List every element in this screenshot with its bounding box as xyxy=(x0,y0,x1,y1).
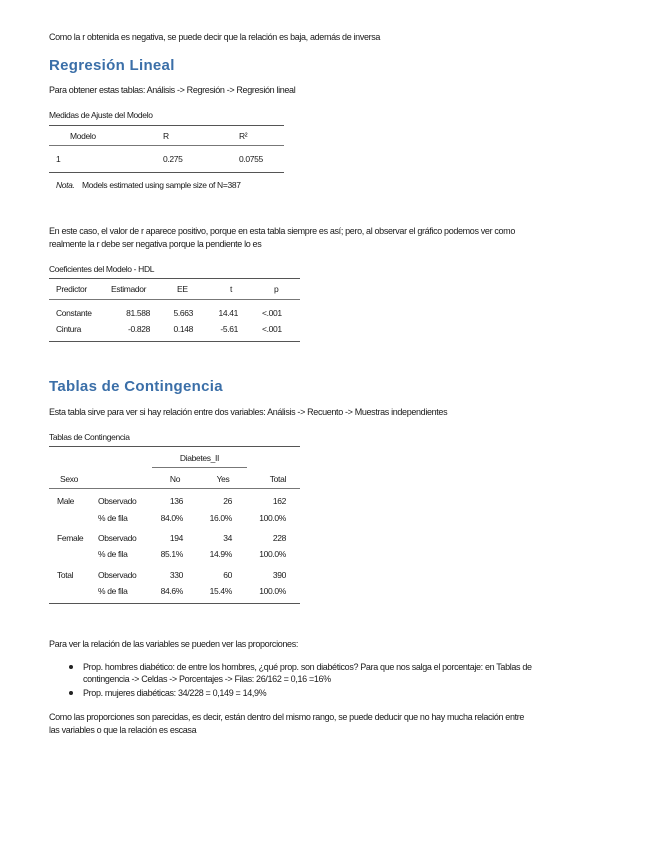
regresion-instructions: Para obtener estas tablas: Análisis -> Regresión -> Regresión lineal xyxy=(49,85,296,95)
fit-header-r: R xyxy=(163,131,169,141)
bullet-line: Prop. mujeres diabéticas: 34/228 = 0,149 = 14,9% xyxy=(83,688,267,698)
contingency-table-bottom-rule xyxy=(49,603,300,604)
contingency-cell-yes: 60 xyxy=(223,570,232,580)
coef-table-title: Coeficientes del Modelo - HDL xyxy=(49,264,155,274)
contingency-cell-no: 330 xyxy=(169,570,183,580)
fit-table-bottom-rule xyxy=(49,172,284,173)
contingency-cell-no: 84.0% xyxy=(160,513,183,523)
fit-cell-modelo: 1 xyxy=(56,154,61,164)
contingency-cell-label: Observado xyxy=(98,570,137,580)
coef-cell-t: -5.61 xyxy=(220,324,238,334)
coef-cell-p: <.001 xyxy=(262,324,282,334)
contingency-cell-yes: 26 xyxy=(223,496,232,506)
coef-cell-ee: 5.663 xyxy=(173,308,193,318)
regresion-explanation-line-2: realmente la r debe ser negativa porque la pendiente lo es xyxy=(49,239,262,249)
contingencia-instructions: Esta tabla sirve para ver si hay relación entre dos variables: Análisis -> Recuento -> Muestras independientes xyxy=(49,407,448,417)
contingency-cell-yes: 14.9% xyxy=(209,549,232,559)
fit-table-header-rule xyxy=(49,145,284,146)
contingency-cell-total: 390 xyxy=(272,570,286,580)
contingency-cell-label: % de fila xyxy=(98,549,128,559)
coef-cell-p: <.001 xyxy=(262,308,282,318)
contingencia-heading: Tablas de Contingencia xyxy=(49,378,223,395)
fit-header-modelo: Modelo xyxy=(70,131,96,141)
coef-table-bottom-rule xyxy=(49,341,300,342)
contingency-cell-group: Male xyxy=(57,496,75,506)
fit-cell-r2: 0.0755 xyxy=(239,154,263,164)
contingency-header-yes: Yes xyxy=(216,474,230,484)
contingency-cell-group: Total xyxy=(57,570,74,580)
contingency-header-sexo: Sexo xyxy=(60,474,78,484)
fit-note-text: Models estimated using sample size of N=387 xyxy=(82,180,241,190)
contingency-cell-label: % de fila xyxy=(98,513,128,523)
proportions-intro: Para ver la relación de las variables se pueden ver las proporciones: xyxy=(49,639,299,649)
contingency-cell-total: 228 xyxy=(272,533,286,543)
contingency-cell-yes: 16.0% xyxy=(209,513,232,523)
contingency-table-header-rule xyxy=(49,488,300,489)
contingency-cell-no: 136 xyxy=(169,496,183,506)
fit-header-r2: R² xyxy=(239,131,248,141)
contingency-cell-no: 85.1% xyxy=(160,549,183,559)
proportions-list xyxy=(49,661,532,699)
bullet-line: contingencia -> Celdas -> Porcentajes -> Filas: 26/162 = 0,16 =16% xyxy=(83,674,331,684)
contingency-cell-group: Female xyxy=(57,533,84,543)
coef-header-t: t xyxy=(230,284,233,294)
intro-text: Como la r obtenida es negativa, se puede decir que la relación es baja, además de inversa xyxy=(49,32,381,42)
contingency-cell-label: Observado xyxy=(98,533,137,543)
contingency-group-rule xyxy=(152,467,247,468)
coef-cell-predictor: Cintura xyxy=(56,324,81,334)
contingency-table-top-rule xyxy=(49,446,300,447)
fit-table-title: Medidas de Ajuste del Modelo xyxy=(49,110,153,120)
regresion-heading: Regresión Lineal xyxy=(49,57,175,74)
coef-table-header-rule xyxy=(49,299,300,300)
bullet-line: Prop. hombres diabético: de entre los hombres, ¿qué prop. son diabéticos? Para que nos salga el porcentaje: en Tablas de xyxy=(83,662,532,672)
coef-cell-predictor: Constante xyxy=(56,308,92,318)
coef-header-ee: EE xyxy=(177,284,188,294)
contingency-header-total: Total xyxy=(269,474,286,484)
fit-note-label: Nota. xyxy=(56,180,75,190)
contingency-cell-total: 100.0% xyxy=(259,549,286,559)
contingency-header-no: No xyxy=(169,474,181,484)
coef-header-p: p xyxy=(274,284,279,294)
coef-cell-estimador: 81.588 xyxy=(126,308,150,318)
contingency-cell-label: % de fila xyxy=(98,586,128,596)
list-item xyxy=(49,661,532,685)
coef-table-top-rule xyxy=(49,278,300,279)
contingency-cell-no: 84.6% xyxy=(160,586,183,596)
contingency-cell-yes: 34 xyxy=(223,533,232,543)
conclusion-line-2: las variables o que la relación es escasa xyxy=(49,725,197,735)
bullet-icon xyxy=(69,691,73,695)
regresion-explanation-line-1: En este caso, el valor de r aparece positivo, porque en esta tabla siempre es así; pero, al observar el gráfico podemos ver como xyxy=(49,226,515,236)
contingency-cell-total: 100.0% xyxy=(259,513,286,523)
contingency-group-header: Diabetes_II xyxy=(179,453,220,463)
coef-cell-estimador: -0.828 xyxy=(127,324,150,334)
coef-cell-ee: 0.148 xyxy=(173,324,193,334)
coef-header-estimador: Estimador xyxy=(111,284,147,294)
contingency-cell-no: 194 xyxy=(169,533,183,543)
contingency-cell-yes: 15.4% xyxy=(209,586,232,596)
fit-table-top-rule xyxy=(49,125,284,126)
contingency-table-title: Tablas de Contingencia xyxy=(49,432,130,442)
conclusion-line-1: Como las proporciones son parecidas, es decir, están dentro del mismo rango, se puede deducir que no hay mucha relación entre xyxy=(49,712,525,722)
list-item xyxy=(49,687,532,699)
contingency-cell-label: Observado xyxy=(98,496,137,506)
bullet-icon xyxy=(69,665,73,669)
contingency-cell-total: 100.0% xyxy=(259,586,286,596)
coef-header-predictor: Predictor xyxy=(56,284,87,294)
contingency-cell-total: 162 xyxy=(272,496,286,506)
coef-cell-t: 14.41 xyxy=(218,308,238,318)
fit-cell-r: 0.275 xyxy=(163,154,183,164)
